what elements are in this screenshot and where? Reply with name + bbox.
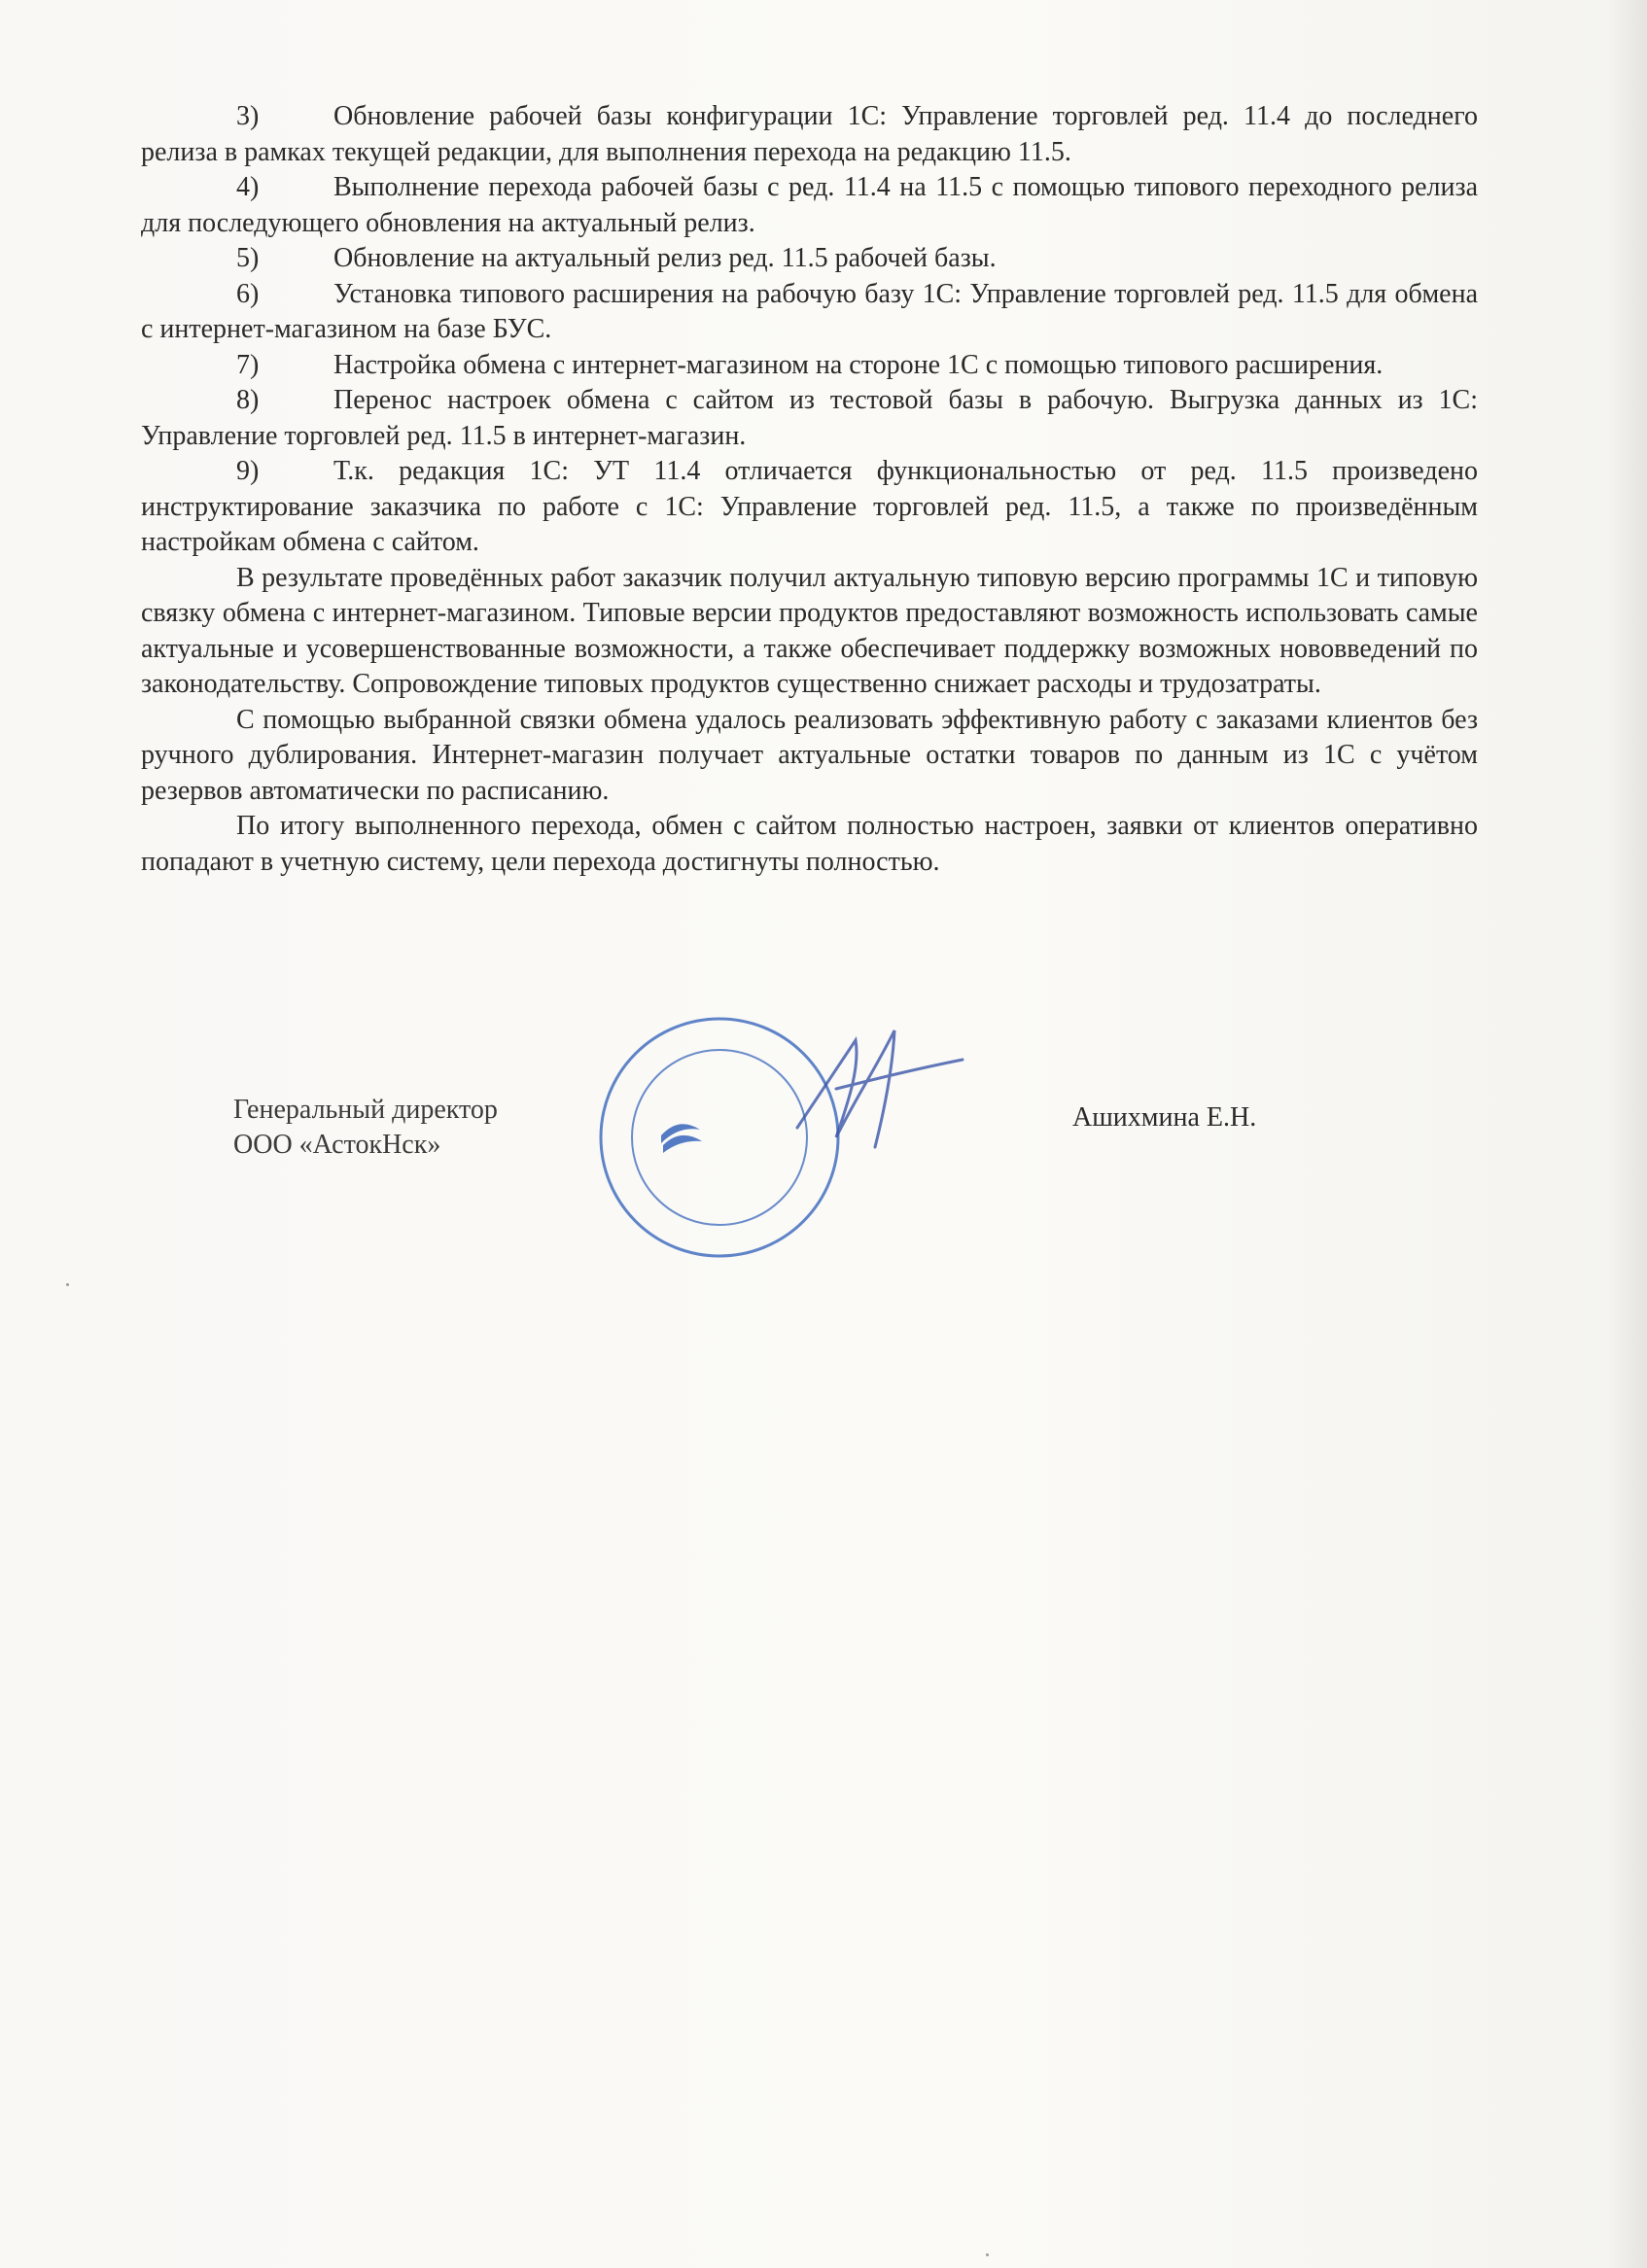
list-item-text: Т.к. редакция 1С: УТ 11.4 отличается функциональностью от ред. 11.5 произведено инструктирование заказчика по работе с 1С: Управление торговлей ред. 11.5, а также по произведённым настройкам обмена с сайтом. bbox=[141, 456, 1478, 557]
company-name: ООО «АстокНск» bbox=[233, 1130, 441, 1160]
list-item-number: 9) bbox=[236, 456, 260, 486]
list-item-number: 8) bbox=[236, 385, 260, 415]
list-item-number: 6) bbox=[236, 278, 260, 309]
handwritten-signature bbox=[778, 1011, 972, 1167]
conclusion-paragraph: По итогу выполненного перехода, обмен с сайтом полностью настроен, заявки от клиентов оперативно попадают в учетную систему, цели перехода достигнуты полностью. bbox=[141, 811, 1478, 877]
list-item-text: Обновление на актуальный релиз ред. 11.5 рабочей базы. bbox=[333, 243, 997, 273]
list-item bbox=[141, 348, 1478, 384]
scan-speck bbox=[66, 1283, 69, 1286]
list-item bbox=[141, 454, 1478, 561]
list-item-number: 3) bbox=[236, 101, 260, 131]
signatory-name: Ашихмина Е.Н. bbox=[1072, 1102, 1257, 1133]
list-item-text: Выполнение перехода рабочей базы с ред. 11.4 на 11.5 с помощью типового переходного релиза для последующего обновления на актуальный релиз. bbox=[141, 172, 1478, 238]
stamp-logo-icon bbox=[661, 1124, 702, 1153]
list-item bbox=[141, 277, 1478, 348]
list-item-number: 5) bbox=[236, 243, 260, 273]
list-item-text: Обновление рабочей базы конфигурации 1С: Управление торговлей ред. 11.4 до последнего релиза в рамках текущей редакции, для выполнения перехода на редакцию 11.5. bbox=[141, 101, 1478, 167]
signatory-position bbox=[233, 1093, 498, 1163]
list-item-text: Установка типового расширения на рабочую базу 1С: Управление торговлей ред. 11.5 для обмена с интернет-магазином на базе БУС. bbox=[141, 278, 1478, 344]
position-title: Генеральный директор bbox=[233, 1095, 498, 1125]
scan-speck bbox=[986, 2253, 989, 2256]
document-body bbox=[141, 99, 1478, 880]
result-paragraph: В результате проведённых работ заказчик получил актуальную типовую версию программы 1С и типовую связку обмена с интернет-магазином. Типовые версии продуктов предоставляют возможность использовать самые актуальные и усовершенствованные возможности, а также обеспечивает поддержку возможных нововведений по законодательству. Сопровождение типовых продуктов существенно снижает расходы и трудозатраты. bbox=[141, 562, 1478, 699]
list-item-text: Перенос настроек обмена с сайтом из тестовой базы в рабочую. Выгрузка данных из 1С: Управление торговлей ред. 11.5 в интернет-магазин. bbox=[141, 385, 1478, 451]
list-item bbox=[141, 383, 1478, 454]
list-item-number: 7) bbox=[236, 349, 260, 380]
list-item-number: 4) bbox=[236, 172, 260, 202]
list-item bbox=[141, 99, 1478, 170]
list-item-text: Настройка обмена с интернет-магазином на стороне 1С с помощью типового расширения. bbox=[333, 349, 1384, 380]
list-item bbox=[141, 241, 1478, 277]
list-item bbox=[141, 170, 1478, 241]
exchange-paragraph: С помощью выбранной связки обмена удалось реализовать эффективную работу с заказами клиентов без ручного дублирования. Интернет-магазин получает актуальные остатки товаров по данным из 1С с учётом резервов автоматически по расписанию. bbox=[141, 704, 1478, 806]
page-edge-shadow bbox=[1608, 0, 1647, 2268]
